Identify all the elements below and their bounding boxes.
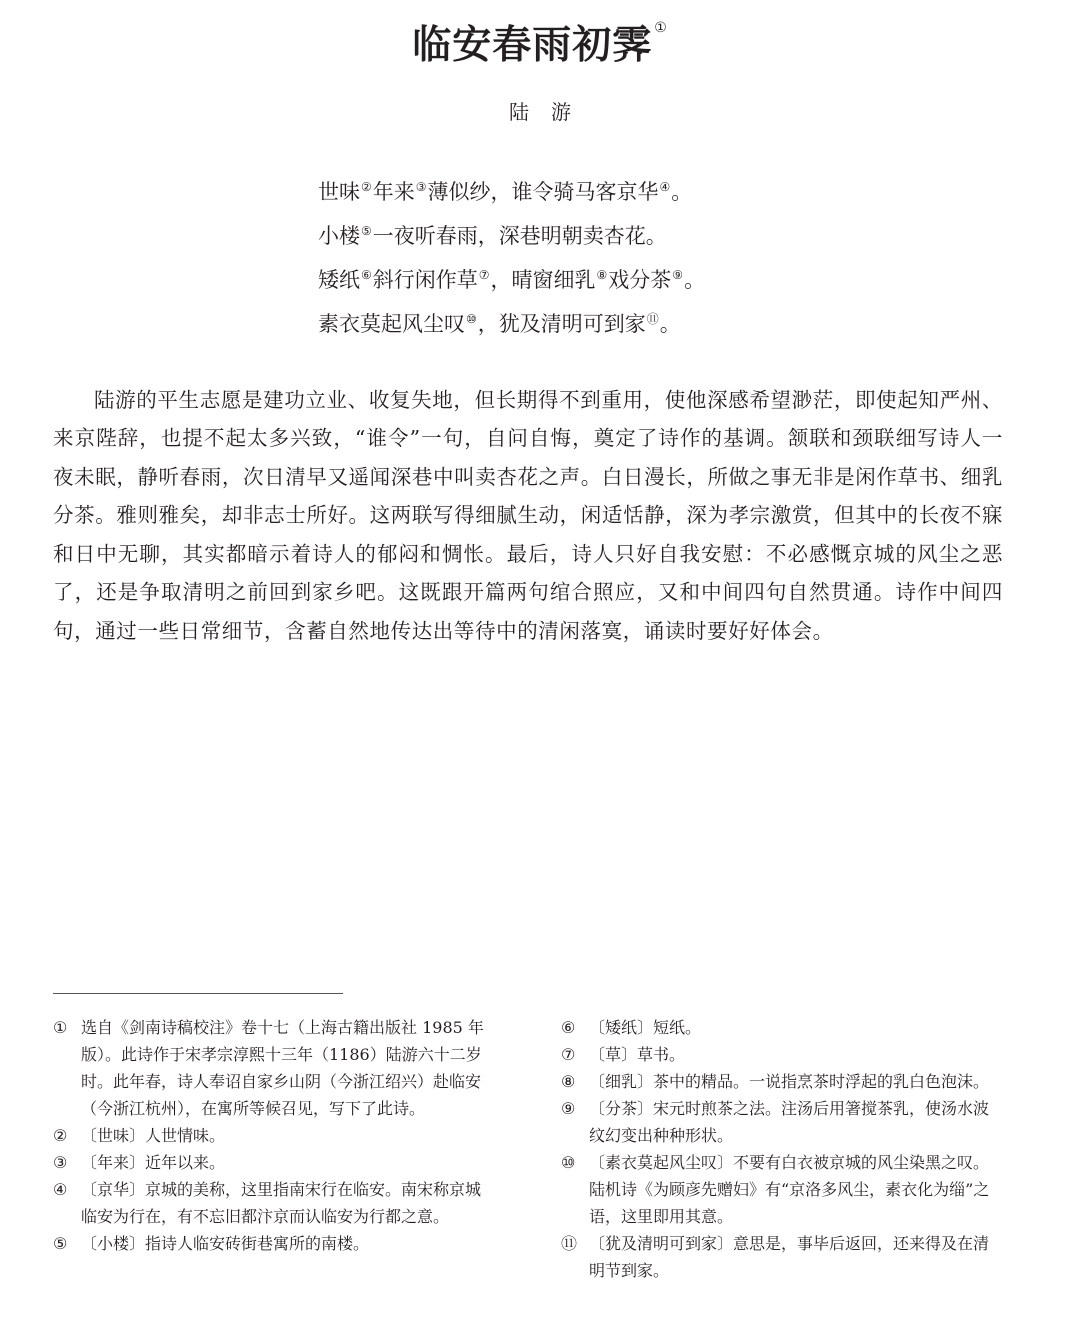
poem-text: 斜行闲作草 xyxy=(372,268,478,292)
poem-title-text: 临安春雨初霁 xyxy=(412,23,653,68)
poem-text: 戏分茶 xyxy=(608,268,672,292)
note-marker: ⑧ xyxy=(596,268,608,282)
poem-title xyxy=(0,14,1080,70)
footnote xyxy=(561,1068,1001,1095)
footnote xyxy=(561,1014,1001,1041)
poem-text: 世味 xyxy=(318,180,360,204)
footnote xyxy=(561,1095,1001,1149)
footnote xyxy=(53,1176,493,1230)
poem-line xyxy=(318,256,838,300)
footnote-number: ③ xyxy=(53,1153,68,1172)
footnote-number: ⑩ xyxy=(561,1153,576,1172)
poem-text: 。 xyxy=(684,268,706,292)
poem-text: 年来 xyxy=(372,180,415,204)
poem-text: 。 xyxy=(659,312,681,336)
footnote-text: 〔年来〕近年以来。 xyxy=(81,1153,226,1172)
poem-body xyxy=(318,168,838,344)
poem-text: 小楼 xyxy=(318,224,360,248)
footnote-number: ② xyxy=(53,1126,68,1145)
poem-text: 。 xyxy=(671,180,693,204)
poem-text: 矮纸 xyxy=(318,268,360,292)
note-marker: ⑥ xyxy=(361,268,372,282)
footnote-number: ① xyxy=(53,1018,68,1037)
poem-line xyxy=(318,168,838,212)
note-marker: ③ xyxy=(415,180,427,194)
footnote-divider xyxy=(53,993,343,994)
footnote-text: 〔京华〕京城的美称，这里指南宋行在临安。南宋称京城临安为行在，有不忘旧都汴京而认临安为行都之意。 xyxy=(81,1180,482,1226)
title-note-marker: ① xyxy=(654,20,668,36)
note-marker: ⑨ xyxy=(672,268,684,282)
footnote xyxy=(53,1230,493,1257)
note-marker: ⑪ xyxy=(646,312,659,326)
poem-text: 素衣莫起风尘叹 xyxy=(318,312,465,336)
footnote-text: 〔小楼〕指诗人临安砖街巷寓所的南楼。 xyxy=(81,1234,370,1253)
footnote xyxy=(53,1014,493,1122)
footnote-text: 选自《剑南诗稿校注》卷十七（上海古籍出版社 1985 年版）。此诗作于宋孝宗淳熙十三年（1186）陆游六十二岁时。此年春，诗人奉诏自家乡山阴（今浙江绍兴）赴临安（今浙江杭州），在寓所等候召见，写下了此诗。 xyxy=(81,1018,484,1118)
poem-text: ，晴窗细乳 xyxy=(490,268,596,292)
note-marker: ④ xyxy=(659,180,671,194)
poem-text: ，犹及清明可到家 xyxy=(477,312,646,336)
footnote xyxy=(561,1041,1001,1068)
note-marker: ⑩ xyxy=(466,312,477,326)
note-marker: ⑤ xyxy=(361,224,372,238)
footnote-text: 〔矮纸〕短纸。 xyxy=(589,1018,702,1037)
poem-text: 薄似纱，谁令骑马客京华 xyxy=(427,180,659,204)
footnote xyxy=(53,1149,493,1176)
author-name: 陆游 xyxy=(509,100,593,124)
footnote-text: 〔细乳〕茶中的精品。一说指烹茶时浮起的乳白色泡沫。 xyxy=(589,1072,990,1091)
note-marker: ② xyxy=(361,180,372,194)
footnotes-left xyxy=(53,1014,493,1257)
poem-line xyxy=(318,300,838,344)
footnote xyxy=(561,1230,1001,1284)
footnote xyxy=(53,1122,493,1149)
poem-text: 一夜听春雨，深巷明朝卖杏花。 xyxy=(372,224,667,248)
footnote-number: ⑥ xyxy=(561,1018,576,1037)
footnote-number: ⑦ xyxy=(561,1045,576,1064)
footnote xyxy=(561,1149,1001,1230)
footnote-text: 〔素衣莫起风尘叹〕不要有白衣被京城的风尘染黑之叹。陆机诗《为顾彦先赠妇》有“京洛多风尘，素衣化为缁”之语，这里即用其意。 xyxy=(589,1153,990,1226)
footnote-text: 〔犹及清明可到家〕意思是，事毕后返回，还来得及在清明节到家。 xyxy=(589,1234,990,1280)
footnotes-right xyxy=(561,1014,1001,1284)
footnote-number: ⑤ xyxy=(53,1234,68,1253)
commentary-paragraph: 陆游的平生志愿是建功立业、收复失地，但长期得不到重用，使他深感希望渺茫，即使起知严州、来京陛辞，也提不起太多兴致，“谁令”一句，自问自悔，奠定了诗作的基调。颔联和颈联细写诗人一夜未眠，静听春雨，次日清早又遥闻深巷中叫卖杏花之声。白日漫长，所做之事无非是闲作草书、细乳分茶。雅则雅矣，却非志士所好。这两联写得细腻生动，闲适恬静，深为孝宗激赏，但其中的长夜不寐和日中无聊，其实都暗示着诗人的郁闷和惆怅。最后，诗人只好自我安慰：不必感慨京城的风尘之恶了，还是争取清明之前回到家乡吧。这既跟开篇两句绾合照应，又和中间四句自然贯通。诗作中间四句，通过一些日常细节，含蓄自然地传达出等待中的清闲落寞，诵读时要好好体会。 xyxy=(53,387,1003,644)
footnote-number: ④ xyxy=(53,1180,68,1199)
footnote-text: 〔世味〕人世情味。 xyxy=(81,1126,226,1145)
footnote-text: 〔分茶〕宋元时煎茶之法。注汤后用箸搅茶乳，使汤水波纹幻变出种种形状。 xyxy=(589,1099,990,1145)
footnote-number: ⑪ xyxy=(561,1234,578,1253)
footnote-number: ⑨ xyxy=(561,1099,576,1118)
footnote-text: 〔草〕草书。 xyxy=(589,1045,686,1064)
note-marker: ⑦ xyxy=(478,268,490,282)
footnote-number: ⑧ xyxy=(561,1072,576,1091)
poem-line xyxy=(318,212,838,256)
